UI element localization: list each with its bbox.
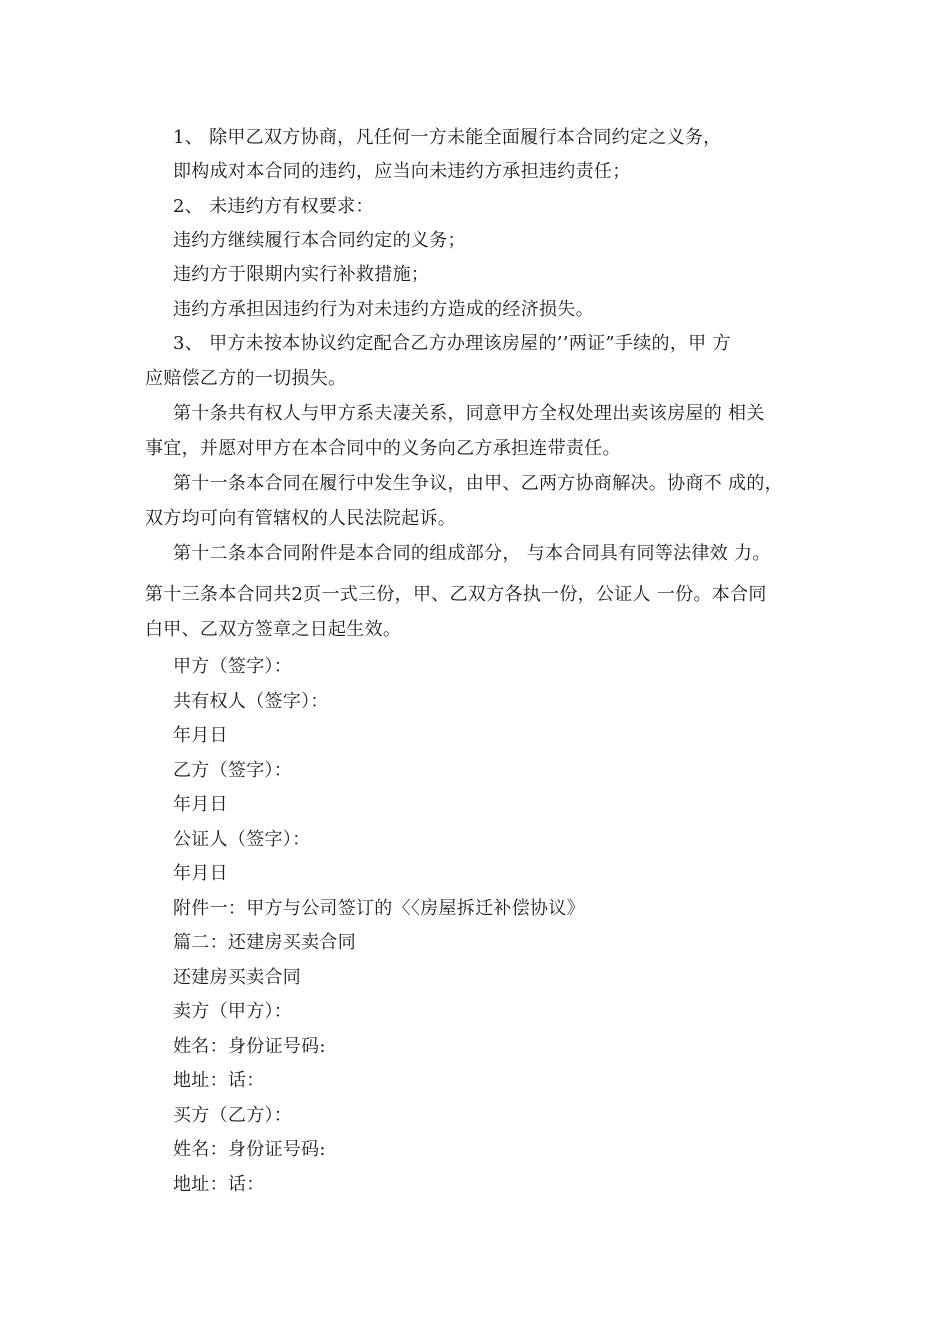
text-line: 2、 未违约方有权要求： bbox=[173, 196, 374, 217]
text-line: 第十一条本合同在履行中发生争议，由甲、乙两方协商解决。协商不 成的， bbox=[173, 473, 783, 494]
text-line: 第十条共有权人与甲方系夫凄关系，同意甲方全权处理出卖该房屋的 相关 bbox=[173, 403, 765, 424]
text-line: 第十三条本合同共2页一式三份，甲、乙双方各执一份，公证人 一份。本合同 bbox=[145, 584, 767, 605]
text-line: 3、 甲方未按本协议约定配合乙方办理该房屋的’’两证”手续的，甲 方 bbox=[173, 333, 731, 354]
text-line: 附件一：甲方与公司签订的〈〈房屋拆迁补偿协议》 bbox=[173, 898, 585, 919]
text-line: 1、 除甲乙双方协商，凡任何一方未能全面履行本合同约定之义务， bbox=[173, 127, 722, 148]
text-line: 篇二：还建房买卖合同 bbox=[173, 932, 356, 953]
text-line: 还建房买卖合同 bbox=[173, 967, 302, 988]
text-line: 姓名：身份证号码: bbox=[173, 1036, 326, 1057]
text-line: 年月日 bbox=[173, 794, 228, 815]
text-line: 姓名：身份证号码: bbox=[173, 1139, 326, 1160]
text-line: 白甲、乙双方签章之日起生效。 bbox=[145, 619, 402, 640]
text-line: 年月日 bbox=[173, 725, 228, 746]
text-line: 即构成对本合同的违约，应当向未违约方承担违约责任； bbox=[173, 161, 631, 182]
text-line: 违约方继续履行本合同约定的义务； bbox=[173, 230, 466, 251]
text-line: 双方均可向有管辖权的人民法院起诉。 bbox=[145, 508, 457, 529]
text-line: 事宜，并愿对甲方在本合同中的义务向乙方承担连带责任。 bbox=[145, 438, 621, 459]
text-line: 年月日 bbox=[173, 863, 228, 884]
text-line: 违约方承担因违约行为对未违约方造成的经济损失。 bbox=[173, 299, 594, 320]
text-line: 卖方（甲方）： bbox=[173, 1001, 293, 1022]
text-line: 地址：话： bbox=[173, 1174, 265, 1195]
text-line: 甲方（签字）： bbox=[173, 656, 293, 677]
text-line: 乙方（签字）： bbox=[173, 760, 293, 781]
text-line: 公证人（签字）： bbox=[173, 829, 311, 850]
text-line: 地址：话： bbox=[173, 1070, 265, 1091]
text-line: 第十二条本合同附件是本合同的组成部分， 与本合同具有同等法律效 力。 bbox=[173, 543, 771, 564]
text-line: 违约方于限期内实行补救措施； bbox=[173, 264, 430, 285]
text-line: 共有权人（签字）： bbox=[173, 691, 329, 712]
text-line: 应赔偿乙方的一切损失。 bbox=[145, 368, 347, 389]
text-line: 买方（乙方）： bbox=[173, 1105, 293, 1126]
